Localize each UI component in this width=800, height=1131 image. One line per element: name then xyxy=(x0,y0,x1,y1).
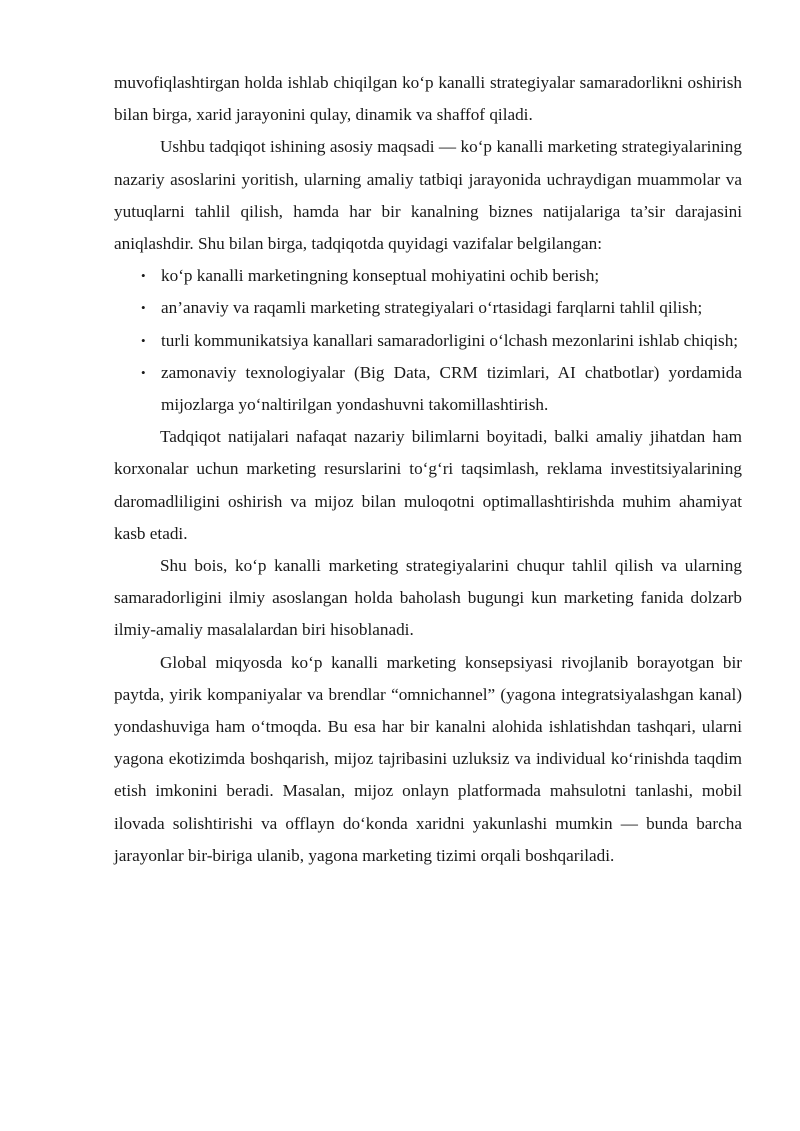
list-item xyxy=(114,325,742,357)
bullet-icon: • xyxy=(141,364,146,380)
task-list xyxy=(114,260,742,421)
paragraph-continuation: muvofiqlashtirgan holda ishlab chiqilgan ko‘p kanalli strategiyalar samaradorlikni oshirish bilan birga, xarid jarayonini qulay, dinamik va shaffof qiladi. xyxy=(114,73,742,125)
list-item-text: zamonaviy texnologiyalar (Big Data, CRM tizimlari, AI chatbotlar) yordamida mijozlarga yo‘naltirilgan yondashuvni takomillashtirish. xyxy=(161,362,742,415)
paragraph-relevance: Shu bois, ko‘p kanalli marketing strategiyalarini chuqur tahlil qilish va ularning samaradorligini ilmiy asoslangan holda baholash bugungi kun marketing fanida dolzarb ilmiy-amaliy masalalardan biri hisoblanadi. xyxy=(114,556,742,640)
list-item xyxy=(114,260,742,292)
paragraph-research-results: Tadqiqot natijalari nafaqat nazariy bilimlarni boyitadi, balki amaliy jihatdan ham korxonalar uchun marketing resurslarini to‘g‘ri taqsimlash, reklama investitsiyalarining daromadliligini oshirish va mijoz bilan muloqotni optimallashtirishda muhim ahamiyat kasb etadi. xyxy=(114,427,742,543)
bullet-icon: • xyxy=(141,300,146,316)
list-item-text: ko‘p kanalli marketingning konseptual mohiyatini ochib berish; xyxy=(161,266,600,286)
document-page xyxy=(114,67,742,872)
list-item-text: turli kommunikatsiya kanallari samaradorligini o‘lchash mezonlarini ishlab chiqish; xyxy=(161,330,739,350)
bullet-icon: • xyxy=(141,332,146,348)
paragraph-omnichannel: Global miqyosda ko‘p kanalli marketing konsepsiyasi rivojlanib borayotgan bir paytda, yirik kompaniyalar va brendlar “omnichannel” (yagona integratsiyalashgan kanal) yondashuviga ham o‘tmoqda. Bu esa har bir kanalni alohida ishlatishdan tashqari, ularni yagona ekotizimda boshqarish, mijoz tajribasini uzluksiz va individual ko‘rinishda taqdim etish imkonini beradi. Masalan, mijoz onlayn platformada mahsulotni tanlashi, mobil ilovada solishtirishi va offlayn do‘konda xaridni yakunlashi mumkin — bunda barcha jarayonlar bir-biriga ulanib, yagona marketing tizimi orqali boshqariladi. xyxy=(114,652,742,865)
list-item xyxy=(114,357,742,421)
paragraph-research-goal: Ushbu tadqiqot ishining asosiy maqsadi — ko‘p kanalli marketing strategiyalarining nazariy asoslarini yoritish, ularning amaliy tatbiqi jarayonida uchraydigan muammolar va yutuqlarni tahlil qilish, hamda har bir kanalning biznes natijalariga ta’sir darajasini aniqlashdir. Shu bilan birga, tadqiqotda quyidagi vazifalar belgilangan: xyxy=(114,137,742,254)
bullet-icon: • xyxy=(141,268,146,284)
list-item xyxy=(114,292,742,324)
list-item-text: an’anaviy va raqamli marketing strategiyalari o‘rtasidagi farqlarni tahlil qilish; xyxy=(161,298,703,318)
